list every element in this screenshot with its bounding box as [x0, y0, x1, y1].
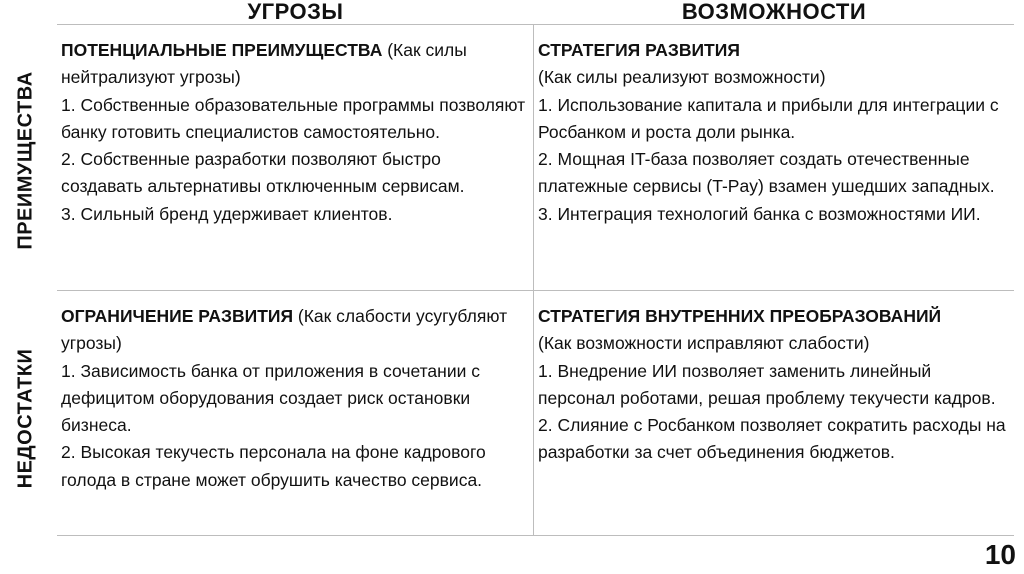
cell-internal-transformation-strategy: [534, 291, 1014, 536]
row-header-weaknesses-label: НЕДОСТАТКИ: [14, 348, 37, 488]
swot-matrix: [57, 24, 1014, 536]
list-item: 3. Сильный бренд удерживает клиентов.: [61, 203, 393, 224]
cell-potential-advantages: [57, 25, 534, 291]
list-item: 1. Использование капитала и прибыли для интеграции с Росбанком и роста доли рынка.: [538, 94, 999, 142]
cell-title: ПОТЕНЦИАЛЬНЫЕ ПРЕИМУЩЕСТВА: [61, 40, 383, 60]
list-item: 1. Зависимость банка от приложения в сочетании с дефицитом оборудования создает риск остановки бизнеса.: [61, 360, 480, 436]
list-item: 3. Интеграция технологий банка с возможностями ИИ.: [538, 203, 981, 224]
cell-subtitle: (Как силы реализуют возможности): [538, 67, 826, 88]
cell-subtitle: (Как возможности исправляют слабости): [538, 333, 870, 354]
cell-development-strategy: [534, 25, 1014, 291]
cell-subtitle: (Как силы нейтрализуют угрозы): [61, 40, 467, 88]
list-item: 1. Внедрение ИИ позволяет заменить линейный персонал роботами, решая проблему текучести кадров.: [538, 360, 996, 408]
cell-title: СТРАТЕГИЯ РАЗВИТИЯ: [538, 40, 740, 60]
cell-title: ОГРАНИЧЕНИЕ РАЗВИТИЯ: [61, 306, 294, 326]
column-header-threats: УГРОЗЫ: [247, 0, 344, 24]
list-item: 2. Слияние с Росбанком позволяет сократить расходы на разработки за счет объединения бюджетов.: [538, 415, 1006, 463]
page-number: 10: [984, 539, 1016, 570]
list-item: 2. Мощная IT-база позволяет создать отечественные платежные сервисы (T-Pay) взамен ушедших западных.: [538, 149, 995, 197]
row-header-advantages-label: ПРЕИМУЩЕСТВА: [14, 70, 37, 250]
list-item: 2. Собственные разработки позволяют быстро создавать альтернативы отключенным сервисам.: [61, 149, 465, 197]
cell-development-limitation: [57, 291, 534, 536]
list-item: 2. Высокая текучесть персонала на фоне кадрового голода в стране может обрушить качество сервиса.: [61, 442, 486, 490]
cell-subtitle: (Как слабости усугубляют угрозы): [61, 306, 508, 354]
row-header-weaknesses: [0, 300, 52, 536]
list-item: 1. Собственные образовательные программы позволяют банку готовить специалистов самостоятельно.: [61, 94, 526, 142]
column-header-opportunities: ВОЗМОЖНОСТИ: [681, 0, 867, 24]
cell-title: СТРАТЕГИЯ ВНУТРЕННИХ ПРЕОБРАЗОВАНИЙ: [538, 306, 942, 326]
row-header-advantages: [0, 28, 52, 292]
